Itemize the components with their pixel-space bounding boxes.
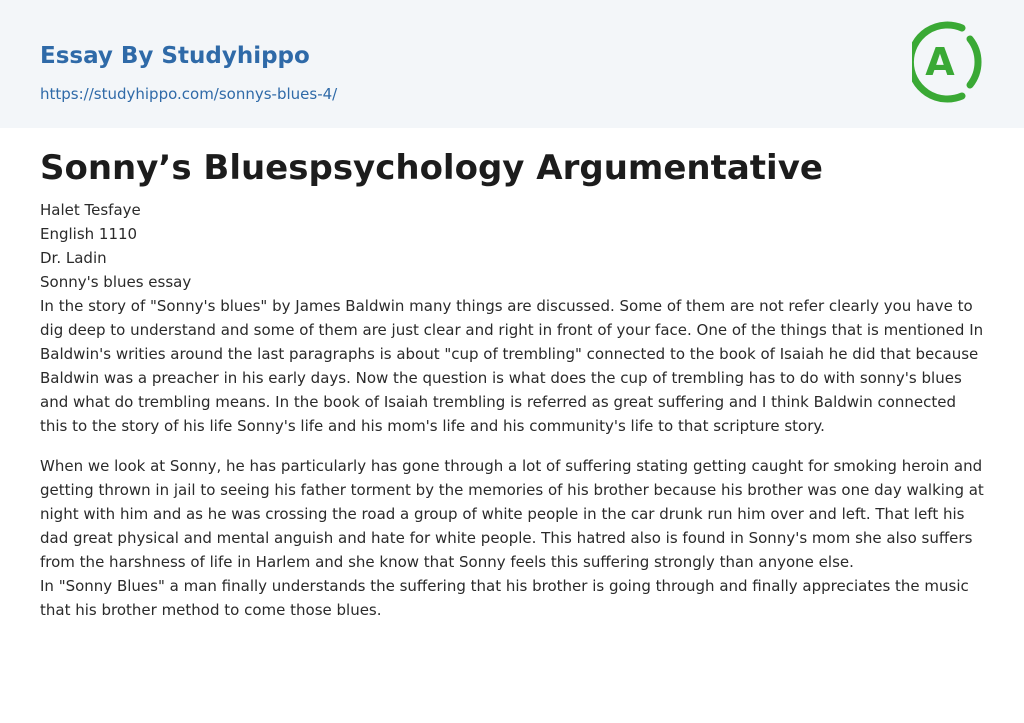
site-header	[0, 0, 1024, 128]
author-name: Halet Tesfaye	[40, 201, 141, 219]
essay-paragraph-3: In "Sonny Blues" a man finally understands the suffering that his brother is going through and finally appreciates the music that his brother method to come those blues.	[40, 577, 969, 619]
site-brand[interactable]: Essay By Studyhippo	[40, 43, 310, 69]
instructor-name: Dr. Ladin	[40, 249, 107, 267]
essay-paragraph-2: When we look at Sonny, he has particularly has gone through a lot of suffering stating getting caught for smoking heroin and getting thrown in jail to seeing his father torment by the memories of his brother because his brother was one day walking at night with him and as he was crossing the road a group of white people in the car drunk run him over and left. That left his dad great physical and mental anguish and hate for white people. This hatred also is found in Sonny's mom she also suffers from the harshness of life in Harlem and she know that Sonny feels this suffering strongly than anyone else.	[40, 457, 984, 571]
essay-url-link[interactable]: https://studyhippo.com/sonnys-blues-4/	[40, 85, 338, 103]
essay-content	[40, 146, 984, 622]
studyhippo-logo-icon[interactable]	[912, 19, 986, 105]
essay-meta	[40, 198, 984, 294]
logo-letter: A	[925, 40, 955, 84]
essay-paragraph-1: In the story of "Sonny's blues" by James Baldwin many things are discussed. Some of them are not refer clearly you have to dig deep to understand and some of them are just clear and right in front of your face. One of the things that is mentioned In Baldwin's writies around the last paragraphs is about "cup of trembling" connected to the book of Isaiah he did that because Baldwin was a preacher in his early days. Now the question is what does the cup of trembling has to do with sonny's blues and what do trembling means. In the book of Isaiah trembling is referred as great suffering and I think Baldwin connected this to the story of his life Sonny's life and his mom's life and his community's life to that scripture story.	[40, 297, 984, 435]
essay-subject: Sonny's blues essay	[40, 273, 192, 291]
essay-title: Sonny’s Bluespsychology Argumentative	[40, 148, 823, 188]
course-name: English 1110	[40, 225, 138, 243]
logo-ring-right	[970, 39, 978, 85]
